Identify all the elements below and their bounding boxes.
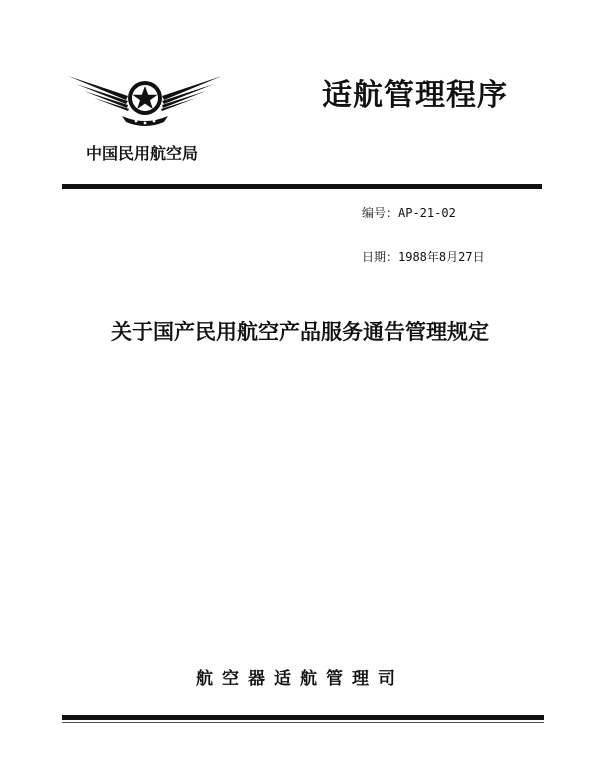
caac-emblem-logo xyxy=(60,70,230,130)
document-date: 日期：1988年8月27日 xyxy=(362,250,485,264)
document-type-heading: 适航管理程序 xyxy=(322,78,508,113)
top-divider xyxy=(62,184,542,189)
document-number: 编号：AP-21-02 xyxy=(362,206,456,220)
bottom-divider-thin xyxy=(62,722,544,723)
document-title: 关于国产民用航空产品服务通告管理规定 xyxy=(111,319,489,344)
organization-name: 中国民用航空局 xyxy=(86,144,199,163)
issuing-department: 航空器适航管理司 xyxy=(196,669,404,689)
bottom-divider xyxy=(62,715,544,720)
